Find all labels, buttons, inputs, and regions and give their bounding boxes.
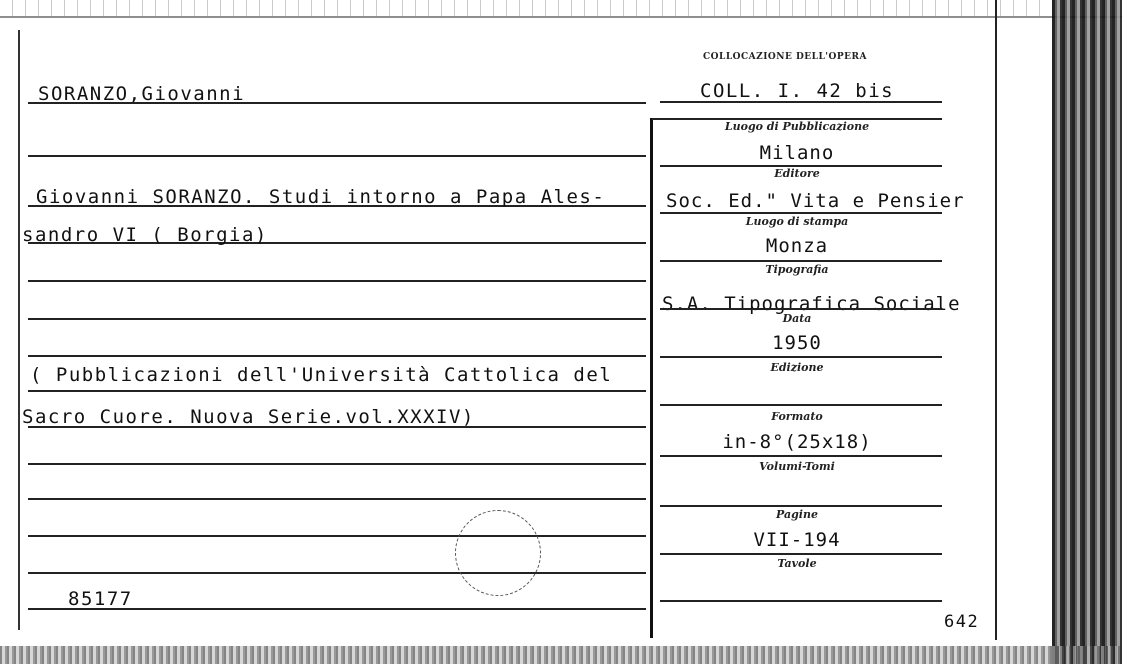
collocazione-value: COLL. I. 42 bis	[700, 80, 895, 102]
right-rule-4	[660, 308, 942, 310]
punch-hole	[455, 510, 541, 596]
volumi-label: Volumi-Tomi	[759, 460, 835, 473]
data-label: Data	[782, 312, 812, 325]
right-edge-line	[995, 0, 997, 640]
right-rule-5	[660, 356, 942, 358]
series-line-1: ( Pubblicazioni dell'Università Cattolica del	[30, 364, 613, 386]
luogo-pubblicazione-value: Milano	[759, 142, 835, 164]
right-rule-6	[660, 404, 942, 406]
luogo-pubblicazione-label: Luogo di Pubblicazione	[724, 120, 870, 133]
data-value: 1950	[772, 332, 822, 354]
right-rule-8	[660, 505, 942, 507]
formato-label: Formato	[771, 410, 823, 423]
left-rule-13	[28, 572, 646, 574]
series-line-2: Sacro Cuore. Nuova Serie.vol.XXXIV)	[22, 406, 475, 428]
corner-number: 642	[944, 612, 980, 632]
scan-bottom-noise	[0, 646, 1122, 664]
right-rule-9	[660, 553, 942, 555]
tavole-label: Tavole	[777, 557, 817, 570]
left-rule-7	[28, 355, 646, 357]
inventory-number: 85177	[68, 588, 133, 610]
scan-edge-noise	[1052, 0, 1122, 664]
left-rule-8	[28, 390, 646, 392]
left-rule-5	[28, 280, 646, 282]
formato-value: in-8°(25x18)	[722, 431, 872, 453]
tipografia-label: Tipografia	[765, 263, 829, 276]
left-rule-2	[28, 155, 646, 157]
tipografia-value: S.A. Tipografica Sociale	[662, 293, 961, 315]
collocazione-rule	[660, 101, 942, 103]
left-rule-12	[28, 535, 646, 537]
editore-value: Soc. Ed." Vita e Pensier	[666, 190, 965, 212]
left-rule-6	[28, 318, 646, 320]
right-rule-7	[660, 455, 942, 457]
edizione-label: Edizione	[770, 361, 824, 374]
card-top-edge	[0, 0, 1122, 18]
right-rule-3	[660, 260, 942, 262]
right-rule-10	[660, 600, 942, 602]
right-rule-2	[660, 212, 942, 214]
title-line-2: sandro VI ( Borgia)	[22, 224, 268, 246]
pagine-label: Pagine	[776, 508, 818, 521]
left-rule-10	[28, 463, 646, 465]
title-line-1: Giovanni SORANZO. Studi intorno a Papa Ales-	[36, 186, 606, 208]
luogo-stampa-label: Luogo di stampa	[745, 215, 849, 228]
luogo-stampa-value: Monza	[765, 235, 829, 257]
left-margin-line	[18, 30, 20, 630]
left-rule-11	[28, 498, 646, 500]
author-heading: SORANZO,Giovanni	[38, 83, 246, 105]
collocazione-label: COLLOCAZIONE DELL'OPERA	[703, 52, 867, 62]
pagine-value: VII-194	[753, 529, 841, 551]
editore-label: Editore	[774, 167, 820, 180]
